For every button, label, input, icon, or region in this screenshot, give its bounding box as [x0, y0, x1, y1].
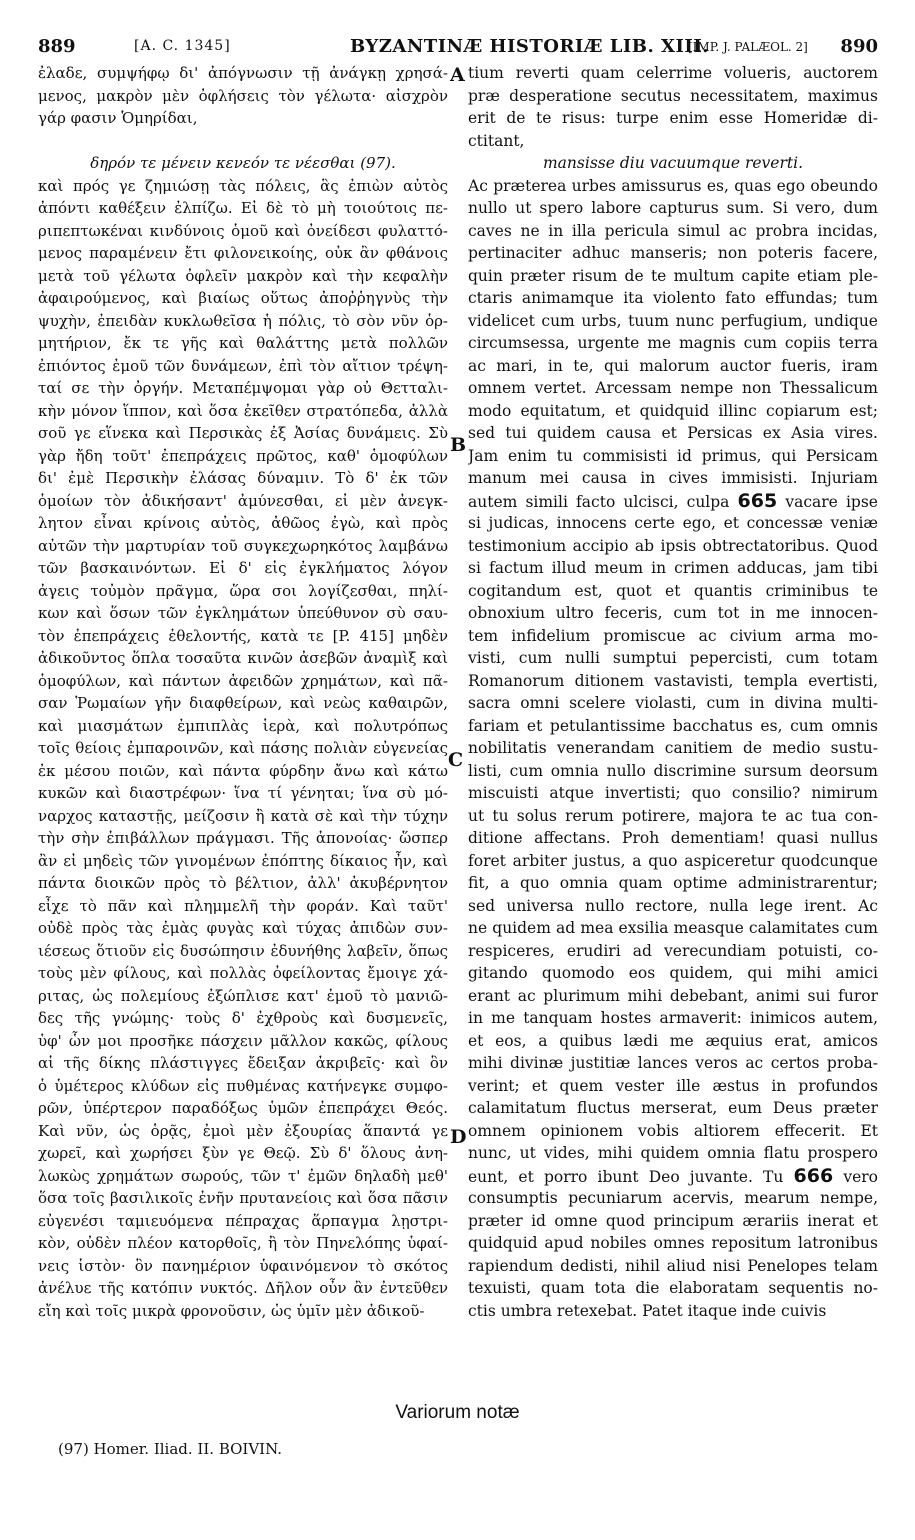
text-line: ἐκ μέσου ποιῶν, καὶ πάντα φύρδην ἄνω καὶ κάτω: [38, 761, 448, 780]
section-marker-a: A: [450, 64, 465, 86]
text-line: κὴν μόνον ἵππον, καὶ ὅσα ἐκεῖθεν στρατόπεδα, ἀλλὰ: [38, 401, 448, 420]
text-line: Jam enim tu commisisti id primus, qui Persicam: [468, 446, 878, 465]
text-line: obnoxium ultro feceris, cum tot in me innocen-: [468, 604, 878, 622]
text-line: caves ne in illa pericula simul ac probra incidas,: [468, 221, 878, 240]
text-line: ἐλαδε, συμψήφῳ δι' ἀπόγνωσιν τῇ ἀνάγκῃ χρησά-: [38, 64, 448, 82]
text-line: sed tui quidem causa et Persicas ex Asia vires.: [468, 424, 878, 442]
text-line: quin præter risum de te multum capite etiam ple-: [468, 266, 878, 285]
text-line: ne quidem ad mea exsilia measque calamitates cum: [468, 919, 878, 937]
text-line: modo equitatum, et quidquid illinc copiarum est;: [468, 401, 878, 420]
text-line: τοῖς θείοις ἐμπαροινῶν, καὶ πάσης πολιὰν εὐγενείας: [38, 739, 448, 757]
text-line: κὸν, οὐδὲν πλέον κατορθοῖς, ἢ τὸν Πηνελόπης ὑφαί-: [38, 1234, 448, 1252]
original-page-number: 665: [737, 489, 778, 512]
text-line: manum mei causa in cives immisisti. Injuriam: [468, 469, 878, 487]
text-line: λωκὼς χρημάτων σωρούς, τῶν τ' ἐμῶν δηλαδὴ μεθ': [38, 1166, 448, 1185]
text-line: videlicet cum urbs, tuum nunc perfugium, undique: [468, 311, 878, 330]
text-line: fit, a quo omnia quam optime administrarentur;: [468, 874, 878, 892]
text-line: αὐτῶν τὴν μαρτυρίαν τοῦ συγκεχωρηκότος λαμβάνω: [38, 536, 448, 555]
text-line: testimonium accipio ab ipsis obtrectatoribus. Quod: [468, 536, 878, 555]
text-line: mansisse diu vacuumque reverti.: [542, 154, 803, 172]
original-page-number: 666: [793, 1164, 834, 1187]
text-line: respiceres, erudiri ad verecundiam potuisti, co-: [468, 941, 878, 960]
text-line: ἀφαιρούμενος, καὶ βιαίως οὕτως ἀποῤῥηγνὺς τὴν: [38, 289, 448, 307]
text-line: præter id omne quod principum ærariis inerat et: [468, 1211, 878, 1230]
text-line: σαν Ῥωμαίων γῆν διαφθείρων, καὶ νεὼς καθαιρῶν,: [38, 694, 448, 712]
text-line: κυκῶν καὶ διαστρέφων· ἵνα τί γένηται; ἵνα σὺ μό-: [38, 784, 448, 802]
text-line: omnem opinionem vobis altiorem effecerit. Et: [468, 1121, 878, 1140]
text-line: visti, cum nulli sumptui pepercisti, cum totam: [468, 649, 878, 667]
text-line: ἀγεις τοὐμὸν πρᾶγμα, ὥρα σοι λογίζεσθαι, πηλί-: [38, 581, 448, 600]
text-line: si judicas, innocens certe ego, et concessæ veniæ: [468, 514, 878, 532]
text-line: τῶν βασκαινόντων. Εἰ δ' εἰς ἐγκλήματος λόγον: [38, 559, 448, 577]
text-line: τοὺς μὲν φίλους, καὶ πολλὰς ὀφείλοντας ἔμοιγε χά-: [38, 964, 448, 982]
text-line: οὐδὲ πρὸς τὰς ἐμὰς φυγὰς καὶ τύχας ἀπιδὼν συν-: [38, 919, 448, 937]
text-line: eunt, et porro ibunt Deo juvante. Tu 666 vero: [468, 1164, 878, 1187]
text-line: ac mari, in te, qui malorum auctor fueris, iram: [468, 356, 878, 375]
text-line: rapiendum dedisti, nihil aliud nisi Penelopes telam: [468, 1256, 878, 1275]
text-line: listi, cum omnia nullo discrimine sursum deorsum: [468, 761, 878, 780]
text-line: ctis umbra retexebat. Patet itaque inde cuivis: [468, 1301, 827, 1320]
text-line: ναρχος καταστῇς, μείζοσιν ἢ κατὰ σὲ καὶ τὴν τύχην: [38, 806, 448, 825]
text-line: tium reverti quam celerrime volueris, auctorem: [468, 64, 878, 82]
notes-heading: Variorum notæ: [395, 1402, 520, 1423]
text-line: foret arbiter justus, a quo aspiceretur quodcunque: [468, 851, 878, 870]
text-line: sacra omni scelere violasti, cum in divina multi-: [468, 694, 878, 712]
text-line: γάρ φασιν Ὁμηρίδαι,: [38, 109, 198, 127]
text-line: δες τῆς γνώμης· τοὺς δ' ἐχθροὺς καὶ δυσμενεῖς,: [38, 1009, 448, 1027]
text-line: ριτας, ὡς πολεμίους ἐξώπλισε κατ' ἐμοῦ τὸ μανιῶ-: [38, 986, 448, 1005]
text-line: ριπεπτωκέναι κινδύνοις ὁμοῦ καὶ ὀνείδεσι φυλαττό-: [38, 221, 448, 240]
text-line: nunc, ut vides, mihi quidem omnia flatu prospero: [468, 1144, 878, 1162]
text-line: γὰρ ἤδη τοῦτ' ἐπεπράχεις πρῶτος, καθ' ὁμοφύλων: [38, 446, 448, 465]
text-line: μητήριον, ἔκ τε γῆς καὶ θαλάττης μετὰ πολλῶν: [38, 334, 448, 352]
text-line: ιέσεως ὅτιοῦν εἰς δυσώπησιν ἐδυνήθης λαβεῖν, ὅπως: [38, 941, 448, 960]
text-line: gitando quomodo eos quidem, qui mihi amici: [468, 964, 878, 982]
text-line: consumptis pecuniarum acervis, mearum nempe,: [468, 1189, 878, 1207]
latin-text-column: [468, 62, 878, 1322]
text-line: καὶ μιασμάτων ἐμπιπλὰς ἱερὰ, καὶ πολυτρόπως: [38, 716, 448, 735]
text-line: αἱ τῆς δίκης πλάστιγγες ἔδειξαν ἀκριβεῖς· καὶ ὃν: [38, 1054, 448, 1072]
text-line: calamitatum fluctus merserat, eum Deus præter: [468, 1099, 878, 1117]
text-line: ἂν εἰ μηδεὶς τῶν γινομένων ἐπόπτης δίκαιος ἦν, καὶ: [38, 851, 448, 870]
text-line: δηρόν τε μένειν κενεόν τε νέεσθαι (97).: [90, 154, 396, 172]
text-line: circumsessa, urgente me magnis cum copiis terra: [468, 334, 878, 352]
text-line: nullo ut spero labore capturus sum. Si vero, dum: [468, 199, 878, 217]
text-line: ρῶν, ὑπέρτερον παραδόξως ὑμῶν ἐπεπράχει Θεός.: [38, 1099, 448, 1117]
text-line: εὐγενέσι ταμιευόμενα πέπραχας ἅρπαγμα λῃστρι-: [38, 1211, 448, 1230]
text-line: præ desperatione secutus necessitatem, maximus: [468, 86, 878, 105]
running-header: [38, 36, 878, 58]
text-line: ὁ ὑμέτερος κλύδων εἰς πυθμένας κατήνεγκε συμφο-: [38, 1076, 448, 1095]
text-line: καὶ πρός γε ζημιώσῃ τὰς πόλεις, ἃς ἐπιὼν αὐτὸς: [38, 176, 448, 195]
text-line: ψυχὴν, ἐπειδὰν κυκλωθεῖσα ἡ πόλις, τὸ σὸν νῦν ὁρ-: [38, 311, 448, 330]
text-line: κων καὶ ὅσων τῶν ἐγκλημάτων ὑπεύθυνον σὺ σαυ-: [38, 604, 448, 622]
text-line: in me tanquam hostes armaverit: inimicos autem,: [468, 1009, 878, 1027]
text-line: μενος, μακρὸν μὲν ὀφλήσεις τὸν γέλωτα· αἰσχρὸν: [38, 86, 448, 105]
text-line: miscuisti atque invertisti; quo consilio? nimirum: [468, 784, 878, 802]
year-indicator: [A. C. 1345]: [134, 38, 231, 54]
text-line: tem infidelium promiscue ac civium arma mo-: [468, 626, 878, 645]
text-line: ἀνέλυε τῆς κατόπιν νυκτός. Δῆλον οὖν ἂν ἐντεῦθεν: [38, 1279, 448, 1297]
emperor-indicator: [IMP. J. PALÆOL. 2]: [688, 40, 808, 54]
text-line: νεις ἱστὸν· ὃν πανημέριον ὑφαινόμενον τὸ σκότος: [38, 1256, 448, 1275]
text-line: πάντα διοικῶν πρὸς τὸ βέλτιον, ἀλλ' ἀκυβέρνητον: [38, 874, 448, 892]
greek-text-column: [38, 62, 448, 1322]
text-line: omnem vertet. Arcessam nempe non Thessalicum: [468, 379, 878, 397]
footnote: (97) Homer. Iliad. II. BOIVIN.: [58, 1440, 283, 1458]
text-line: λητον εἶναι κρίνοις αὐτὸς, ἀθῶος ἐγὼ, καὶ πρὸς: [38, 514, 448, 532]
text-line: pertinaciter adhuc manseris; non poteris facere,: [468, 244, 878, 262]
text-line: quidquid apud nobiles omnes repositum latronibus: [468, 1234, 878, 1252]
book-title: BYZANTINÆ HISTORIÆ LIB. XIII.: [350, 36, 710, 57]
text-line: ὅσα τοῖς βασιλικοῖς ἐνῆν πρυτανείοις καὶ ὅσα πᾶσιν: [38, 1189, 448, 1207]
text-line: τὸν ἐπεπράχεις ἐθελοντής, κατὰ τε [P. 415] μηδὲν: [38, 626, 448, 645]
text-line: si factum illud meum in crimen adducas, jam tibi: [468, 559, 878, 577]
text-line: [38, 130, 448, 153]
text-line: σοῦ γε εἵνεκα καὶ Περσικὰς ἐξ Ἀσίας δυνάμεις. Σὺ: [38, 424, 448, 442]
text-line: τὴν σὴν ἐπιβάλλων πράγμασι. Τῆς ἀπονοίας· ὥσπερ: [38, 829, 448, 847]
page-number-right: 890: [840, 36, 878, 57]
text-line: cogitandum est, quot et quantis criminibus te: [468, 581, 878, 600]
text-line: texuisti, quam tota die elaboratam sequentis no-: [468, 1279, 878, 1297]
text-line: μετὰ τοῦ γέλωτα ὀφλεῖν μακρὸν καὶ τὴν κεφαλὴν: [38, 266, 448, 285]
text-line: ctaris animamque ita violento fato effundas; tum: [468, 289, 878, 307]
text-line: ctitant,: [468, 131, 525, 150]
text-line: Ac præterea urbes amissurus es, quas ego obeundo: [468, 176, 878, 195]
text-line: ditione affectans. Proh dementiam! quasi nullus: [468, 829, 878, 847]
text-line: ut tu solus rerum potirere, majora te ac tua con-: [468, 806, 878, 825]
page-number-left: 889: [38, 36, 76, 57]
text-line: ἀπόντι καθέξειν ἐλπίζω. Εἰ δὲ τὸ μὴ τοιούτοις πε-: [38, 199, 448, 217]
text-line: mihi divinæ justitiæ lances veros ac certos proba-: [468, 1054, 878, 1072]
text-line: ἀδικοῦντος ὅπλα τοσαῦτα κινῶν ἀσεβῶν ἀναμὶξ καὶ: [38, 649, 448, 667]
text-line: ὑφ' ὧν μοι προσῆκε πάσχειν μᾶλλον κακῶς, φίλους: [38, 1031, 448, 1050]
section-marker-d: D: [450, 1126, 467, 1148]
text-line: ταί σε τὴν ὀργήν. Μεταπέμψομαι γὰρ οὐ Θετταλι-: [38, 379, 448, 397]
text-line: autem simili facto ulcisci, culpa 665 vacare ipse: [468, 489, 878, 512]
text-line: μενος παραμένειν ἔτι φιλονεικοίης, οὐκ ἂν φθάνοις: [38, 244, 448, 262]
section-marker-c: C: [448, 749, 464, 771]
text-line: erant ac plurimum mihi debebant, animi sui furor: [468, 986, 878, 1005]
text-line: χωρεῖ, καὶ χωρήσει ξὺν γε Θεῷ. Σὺ δ' ὅλους ἀνη-: [38, 1144, 448, 1162]
section-marker-b: B: [450, 434, 467, 456]
text-line: et eos, a quibus lædi me æquius erat, amicos: [468, 1031, 878, 1050]
text-line: ὁμοίων τὸν ἀδικήσαντ' ἀμύνεσθαι, εἰ μὲν ἀνεγκ-: [38, 491, 448, 510]
text-line: Καὶ νῦν, ὡς ὁρᾷς, ἐμοὶ μὲν ἐξουρίας ἅπαντά γε: [38, 1121, 448, 1140]
text-line: verint; et quem vester ille æstus in profundos: [468, 1076, 878, 1095]
text-line: fariam et petulantissime bacchatus es, cum omnis: [468, 716, 878, 735]
text-line: εἴη καὶ τοῖς μικρὰ φρονοῦσιν, ὡς ὑμῖν μὲν ἀδικοῦ-: [38, 1301, 425, 1320]
text-line: nobilitatis venerandam canitiem de medio sustu-: [468, 739, 878, 757]
text-line: erit de te risus: turpe enim esse Homeridæ di-: [468, 109, 878, 127]
text-line: εἶχε τὸ πᾶν καὶ πλημμελῆ τὴν φοράν. Καὶ ταῦτ': [38, 896, 448, 915]
text-line: δι' ἐμὲ Περσικὴν ἐλάσας δύναμιν. Τὸ δ' ἐκ τῶν: [38, 469, 448, 487]
text-line: ἐπιόντος ἐμοῦ τῶν δυνάμεων, ἐπὶ τὸν αἴτιον τρέψη-: [38, 356, 448, 375]
text-line: ὁμοφύλων, καὶ πάντων ἀφειδῶν χρημάτων, καὶ πᾶ-: [38, 671, 448, 690]
text-line: Romanorum ditionem vastavisti, templa evertisti,: [468, 671, 878, 690]
text-line: sed universa nullo rectore, nulla lege irent. Ac: [468, 896, 878, 915]
